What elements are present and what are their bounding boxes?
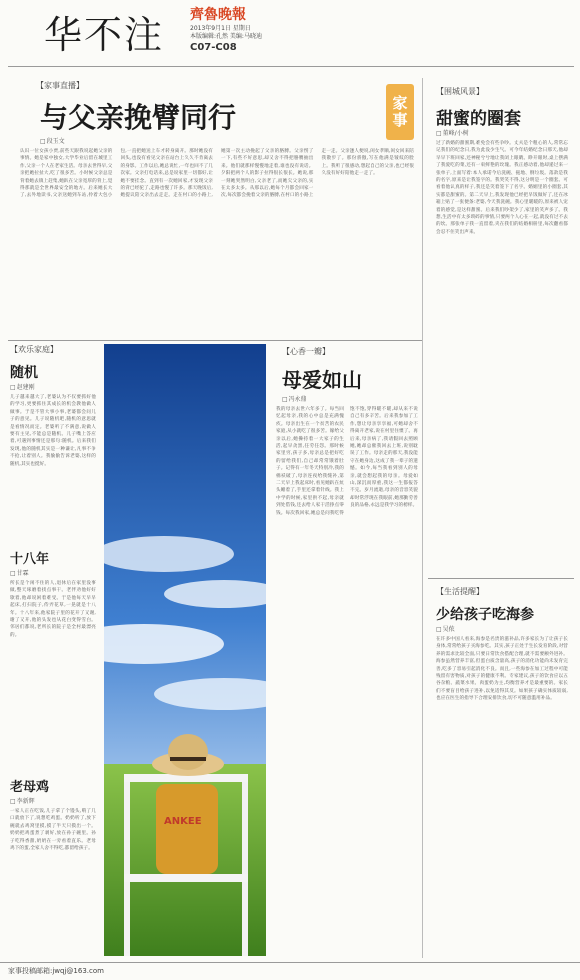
masthead-editors: 本版编辑:孔然 美编:马晓迪 bbox=[190, 33, 262, 40]
middle-rule bbox=[8, 340, 422, 341]
stamp-text: 家事 bbox=[390, 95, 409, 129]
article-author: □ 段玉文 bbox=[40, 136, 65, 145]
article-author: □ 甘霖 bbox=[10, 568, 29, 577]
article-author: □ 冯永鼎 bbox=[282, 394, 307, 403]
stamp-badge bbox=[386, 84, 414, 140]
section-label: 【 心香一瓣 】 bbox=[282, 346, 330, 357]
article-author: □ 吴侬 bbox=[436, 624, 455, 633]
photo-illustration bbox=[104, 344, 266, 956]
article-body: 一家人正在吃饭,儿子拿了个馒头,啃了几口就放下了,说想吃鸡蛋。奶奶听了,放下碗就去鸡窝里摸,摸了半天只摸出一个。奶奶把鸡蛋煮了剥好,放在孙子碗里。孙子吃得香甜,奶奶在一旁看着直乐。老母鸡下的蛋,全家人舍不得吃,都留给孩子。 bbox=[10, 809, 96, 852]
article-author: □ 赵建刚 bbox=[10, 382, 35, 391]
article-title: 随机 bbox=[10, 365, 38, 381]
section-label: 【 生活提醒 】 bbox=[436, 586, 484, 597]
article-title: 老母鸡 bbox=[10, 780, 50, 795]
masthead-pages: C07-C08 bbox=[190, 42, 237, 53]
article-body: 过了新婚的甜蜜期,难免会有些争吵。丈夫是个粗心的人,常常忘记我们的纪念日,我为此没少生气。可今年结婚纪念日那天,他却早早下班回家,还神秘兮兮地让我闭上眼睛。睁开眼时,桌上摆满了我爱吃的菜,还有一束鲜艳的玫瑰。我正感动着,他却递过来一张单子,上面写着:本人承诺今后洗碗、拖地、倒垃圾。落款是我的名字,原来是让我签字的。我哭笑不得,这分明是一个圈套。可看着他认真的样子,我还是笑着签下了名字。婚姻里的小圈套,其实都是甜蜜的。第二天早上,我发现他已经把早饭做好了,还在冰箱上贴了一张便条:老婆,今天我洗碗。我心里暖暖的,原来被人宠着的感觉,是这样甜蜜。后来我们吵架少了,家里的笑声多了。我想,生活中有太多琐碎的事情,只要两个人心在一起,就没有过不去的坎。那张单子我一直留着,夹在我们的结婚相册里,每次翻看都会忍不住笑出声来。 bbox=[436, 141, 568, 235]
masthead-title: 华不注 bbox=[44, 13, 165, 57]
section-label: 【 围城风景 】 bbox=[436, 86, 484, 97]
column-divider bbox=[422, 78, 423, 958]
article-body: 在许多中国人看来,海参是名贵的滋补品,许多家长为了让孩子长身体,常常给孩子买海参吃。其实,孩子正处于生长发育阶段,对营养的需求比较全面,只要日常饮食搭配合理,就不需要额外进补。海参虽然营养丰富,但蛋白质含量高,孩子的消化功能尚未发育完善,吃多了容易引起消化不良。而且,一些海参在加工过程中可能残留有害物质,对孩子的健康不利。专家建议,孩子的饮食应以五谷杂粮、蔬菜水果、肉蛋奶为主,均衡营养才是最重要的。家长们不要盲目给孩子进补,以免适得其反。如果孩子确实体质较弱,也应在医生的指导下合理安排饮食,切不可随意滥用补品。 bbox=[436, 637, 568, 702]
masthead bbox=[0, 0, 580, 66]
article-title: 十八年 bbox=[10, 552, 50, 567]
masthead-rule bbox=[8, 66, 574, 67]
section-label: 【 欢乐家庭 】 bbox=[10, 344, 58, 355]
straw-hat-crown bbox=[168, 734, 208, 770]
article-author: □ 董峰/小树 bbox=[436, 128, 469, 137]
article-body: 我的母亲去世六年多了。每当回忆起母亲,我的心中总是充满愧疚。母亲出生在一个贫苦的农民家庭,从小就吃了很多苦。嫁给父亲以后,她操持着一大家子的生活,起早贪黑,任劳任怨。那时候家里穷,孩子多,母亲总是把好吃的留给我们,自己却常常饿着肚子。记得有一年冬天特别冷,我的棉袄破了,母亲连夜给我缝补,第二天早上我起床时,看见她趴在炕头睡着了,手里还拿着针线。我上中学的时候,家里供不起,母亲就到处借钱,还去给人家干活挣点零钱。每次我回家,她总是问我吃得饱不饱,穿得暖不暖,却从来不说自己有多辛苦。后来我参加了工作,想让母亲享享福,可她却舍不得离开老家,说在村里住惯了。再后来,母亲病了,我请假回去照顾她,她却总催我回去上班,说别耽误了工作。母亲走的那天,我没能守在她身边,这成了我一辈子的遗憾。如今,每当我看到别人的母亲,就会想起我的母亲。母爱如山,深沉而厚重,我这一生都报答不完。岁月流逝,母亲的音容笑貌却时常浮现在我眼前,她那勤劳善良的品格,永远是我学习的榜样。 bbox=[276, 407, 418, 516]
chair-post bbox=[242, 774, 248, 956]
article-author: □ 李新辉 bbox=[10, 796, 35, 805]
section-rule bbox=[428, 578, 574, 579]
section-label: 【 家事直播 】 bbox=[36, 80, 84, 91]
child-shirt bbox=[156, 784, 218, 874]
newspaper-logo: 齊魯晚報 bbox=[190, 7, 246, 23]
masthead-date: 2013年9月1日 星期日 bbox=[190, 25, 251, 32]
article-title: 母爱如山 bbox=[282, 368, 362, 392]
footer-rule bbox=[0, 962, 580, 963]
article-body: 所长是个闲不住的人,退休后在家里没事做,整天琢磨着找点事干。老伴劝他好好歇着,他却说闲着难受。于是他每天早早起床,打扫院子,侍弄花草,一晃就是十八年。十八年来,他家院子里的花开了又谢,谢了又开,他的头发也从花白变得雪白。邻居们都说,老所长的院子是全村最漂亮的。 bbox=[10, 581, 96, 638]
article-title: 甜蜜的圈套 bbox=[436, 109, 521, 129]
article-body: 儿子越来越大了,老婆认为不仅要抓好他的学习,更要抓住其成长的机会教他做人做事。于是不管大事小事,老婆都会问儿子的意见。儿子说随机吧,随机的意思就是看情况而定。老婆听了不满意,说做人要有主见,不能总是随机。儿子嘴上答应着,可遇到事情还是那句:随机。后来我们发现,他的随机其实是一种谦让,凡事不争不抢,让着别人。我偷偷告诉老婆,这样的随机,其实也挺好。 bbox=[10, 395, 96, 467]
article-title: 与父亲挽臂同行 bbox=[40, 101, 237, 134]
article-title: 少给孩子吃海参 bbox=[436, 607, 534, 623]
chair-post bbox=[124, 774, 130, 956]
article-body: 认识一位女孩小贾,前些天跟我说起她父亲的事情。她是家中独女,大学毕业后留在城里工作,父亲一个人在老家生活。母亲去世得早,父亲把她拉扯大,吃了很多苦。小时候父亲总是背着她去镇上赶集,她趴在父亲宽厚的背上,觉得那就是全世界最安全的地方。后来她长大了,去外地读书,父亲送她到车站,拎着大包小包,一直把她送上车才转身离开。那时她没有回头,也没有看见父亲在站台上久久不肯离去的身影。工作以后,她总说忙,一年也回不了几次家。父亲打电话来,总是说家里一切都好,让她不要挂念。直到有一次她回家,才发现父亲的背已经驼了,走路也慢了许多。那天晚饭后,她提议陪父亲出去走走。走在村口的小路上,她第一次主动挽起了父亲的胳膊。父亲愣了一下,有些不好意思,却又舍不得把胳膊抽出来。他们就那样慢慢地走着,谁也没有说话。夕阳把两个人的影子拉得很长很长。她说,那一刻她突然明白,父亲老了,而她欠父亲的,实在太多太多。从那以后,她每个月都会回家一次,每次都会挽着父亲的胳膊,在村口的小路上走一走。父亲逢人便说,闺女孝顺,闺女回来陪我散步了。那份骄傲,写在他满是皱纹的脸上。我听了很感动,想起自己的父亲,也已经很久没有好好陪他走一走了。 bbox=[20, 149, 414, 199]
footer-email: 家事投稿邮箱:jwqj@163.com bbox=[8, 967, 104, 975]
feature-photo bbox=[104, 344, 266, 956]
shirt-text: ANKEE bbox=[164, 816, 202, 827]
